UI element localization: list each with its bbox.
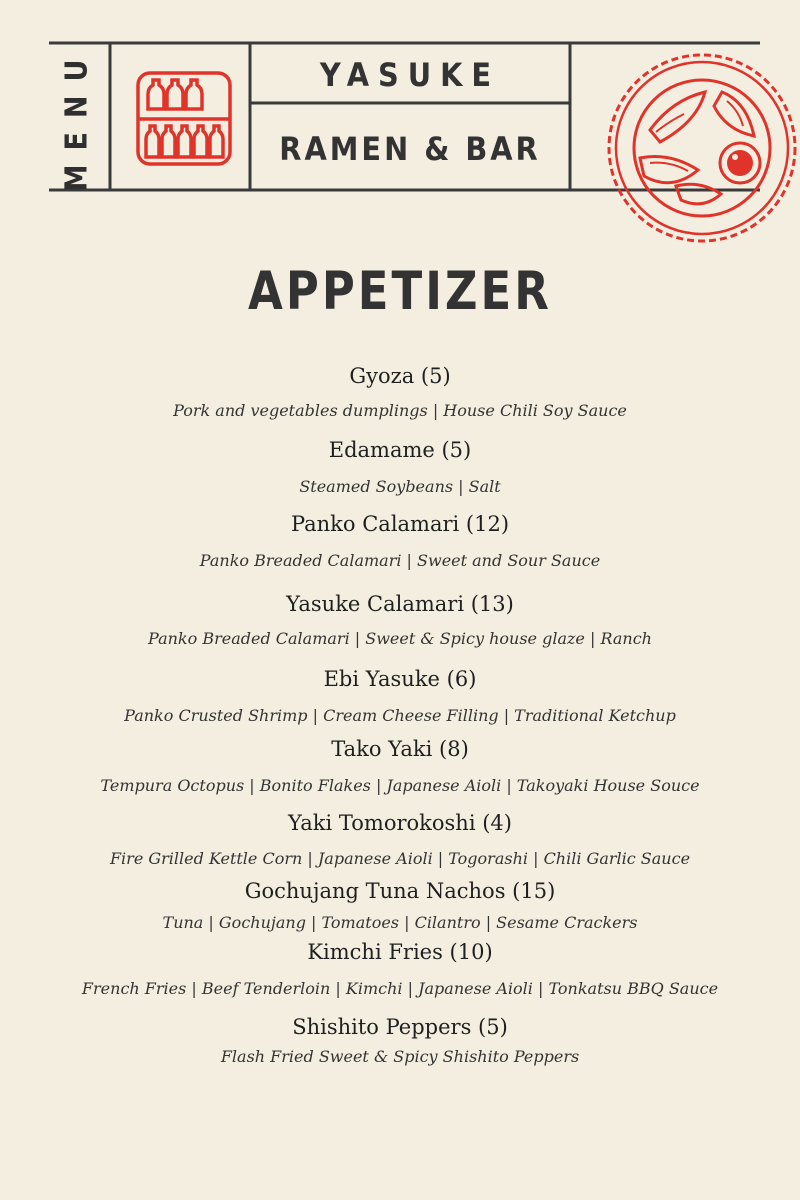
menu-item-name: Edamame (5) [328,438,472,462]
menu-item-name: Yaki Tomorokoshi (4) [288,811,512,835]
menu-item-name: Gochujang Tuna Nachos (15) [244,879,556,903]
menu-item-name: Panko Calamari (12) [290,512,510,536]
brand-name: YASUKE [319,56,501,94]
menu-item-name: Ebi Yasuke (6) [323,667,477,691]
bottles-icon [138,73,230,164]
menu-item-description: Panko Crusted Shrimp | Cream Cheese Filling | Traditional Ketchup [124,706,676,725]
gyoza-plate-icon [609,55,795,241]
menu-item-description: French Fries | Beef Tenderloin | Kimchi | Japanese Aioli | Tonkatsu BBQ Sauce [81,979,719,998]
menu-item-description: Fire Grilled Kettle Corn | Japanese Aioli | Togorashi | Chili Garlic Sauce [109,849,691,868]
menu-item-name: Shishito Peppers (5) [292,1015,508,1039]
menu-item-description: Panko Breaded Calamari | Sweet and Sour Sauce [199,551,601,570]
menu-item-description: Pork and vegetables dumplings | House Chili Soy Sauce [173,401,627,420]
menu-item-name: Yasuke Calamari (13) [286,592,514,616]
menu-item-description: Panko Breaded Calamari | Sweet & Spicy house glaze | Ranch [148,629,652,648]
menu-item-name: Gyoza (5) [349,364,451,388]
menu-item-description: Steamed Soybeans | Salt [299,477,501,496]
brand-subtitle: RAMEN & BAR [279,130,541,168]
section-title: APPETIZER [248,260,552,322]
menu-item-description: Tempura Octopus | Bonito Flakes | Japanese Aioli | Takoyaki House Souce [100,776,700,795]
menu-label-text: MENU [59,45,95,191]
menu-item-description: Tuna | Gochujang | Tomatoes | Cilantro | Sesame Crackers [162,913,638,932]
menu-item-description: Flash Fried Sweet & Spicy Shishito Peppers [220,1047,580,1066]
menu-vertical-label [47,46,107,190]
menu-item-name: Kimchi Fries (10) [307,940,493,964]
menu-item-name: Tako Yaki (8) [331,737,469,761]
